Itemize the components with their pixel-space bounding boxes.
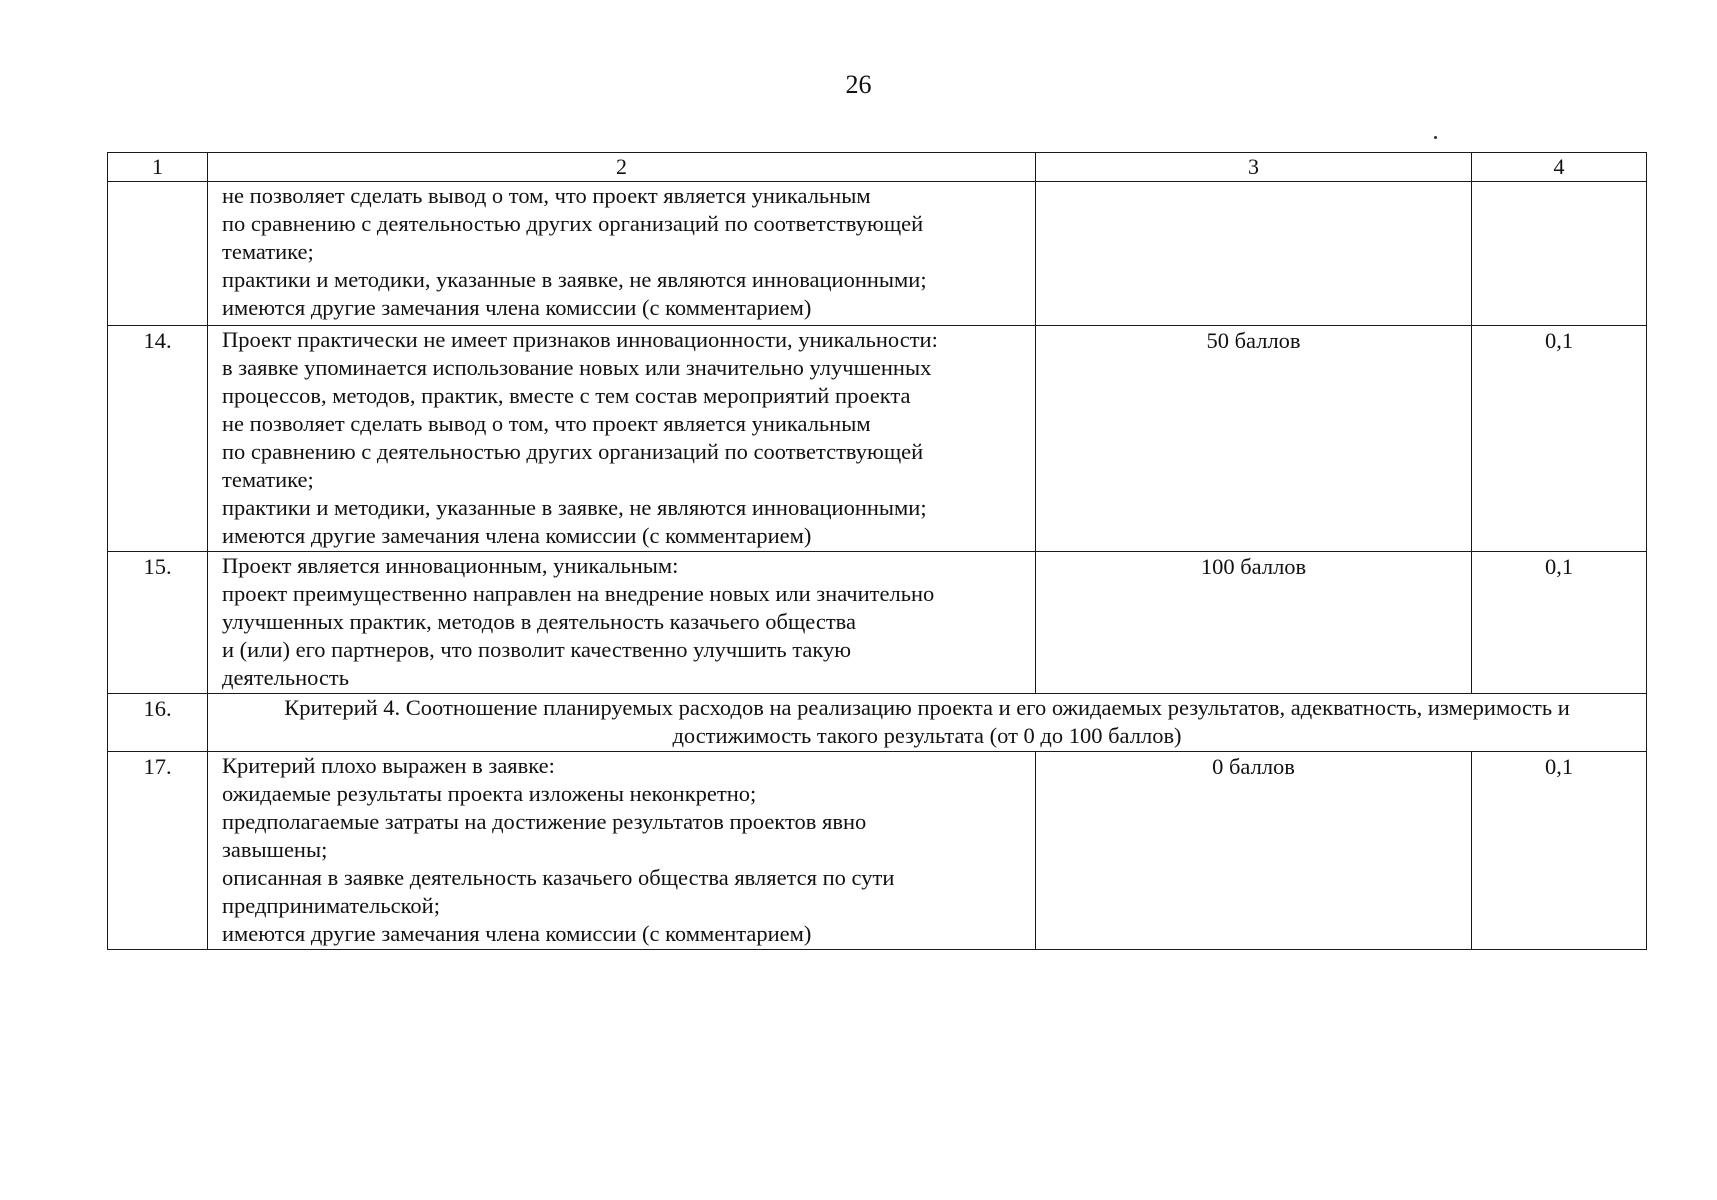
row-weight: 0,1: [1472, 552, 1647, 694]
table-row-continuation: [108, 182, 1647, 326]
row-number: [108, 182, 208, 326]
page-number: 26: [845, 70, 872, 99]
description-line: имеются другие замечания члена комиссии (с комментарием): [222, 921, 812, 946]
description-line: тематике;: [222, 239, 314, 264]
table-row-15: [108, 552, 1647, 694]
description-line: проект преимущественно направлен на внедрение новых или значительно: [222, 581, 935, 606]
description-line: имеются другие замечания члена комиссии (с комментарием): [222, 295, 812, 320]
table-row-17: [108, 752, 1647, 950]
description-line: ожидаемые результаты проекта изложены неконкретно;: [222, 781, 757, 806]
description-line: предпринимательской;: [222, 893, 440, 918]
column-number-4: 4: [1472, 153, 1647, 182]
column-number-1: 1: [108, 153, 208, 182]
description-line: и (или) его партнеров, что позволит качественно улучшить такую: [222, 637, 852, 662]
row-score: [1036, 182, 1472, 326]
row-description: [208, 552, 1036, 694]
description-line: практики и методики, указанные в заявке, не являются инновационными;: [222, 267, 927, 292]
row-weight: 0,1: [1472, 752, 1647, 950]
description-line: предполагаемые затраты на достижение результатов проектов явно: [222, 809, 867, 834]
description-line: по сравнению с деятельностью других организаций по соответствующей: [222, 439, 924, 464]
description-line: тематике;: [222, 467, 314, 492]
description-line: не позволяет сделать вывод о том, что проект является уникальным: [222, 411, 871, 436]
row-number: 14.: [108, 326, 208, 552]
row-number: 16.: [108, 694, 208, 752]
description-line: завышены;: [222, 837, 328, 862]
scan-speck: [1434, 136, 1437, 139]
column-number-2: 2: [208, 153, 1036, 182]
criterion-heading-line: Критерий 4. Соотношение планируемых расходов на реализацию проекта и его ожидаемых результатов, адекватность, измеримость: [284, 695, 1553, 720]
description-line: по сравнению с деятельностью других организаций по соответствующей: [222, 211, 924, 236]
description-line: Проект практически не имеет признаков инновационности, уникальности:: [222, 327, 938, 352]
column-number-3: 3: [1036, 153, 1472, 182]
row-description: [208, 752, 1036, 950]
description-line: имеются другие замечания члена комиссии (с комментарием): [222, 523, 812, 548]
description-line: практики и методики, указанные в заявке, не являются инновационными;: [222, 495, 927, 520]
row-description: [208, 326, 1036, 552]
row-description: [208, 182, 1036, 326]
description-line: в заявке упоминается использование новых или значительно улучшенных: [222, 355, 932, 380]
description-line: Проект является инновационным, уникальным:: [222, 553, 679, 578]
description-line: Критерий плохо выражен в заявке:: [222, 753, 555, 778]
row-weight: 0,1: [1472, 326, 1647, 552]
table-row-16: [108, 694, 1647, 752]
description-line: процессов, методов, практик, вместе с тем состав мероприятий проекта: [222, 383, 911, 408]
row-score: 50 баллов: [1036, 326, 1472, 552]
row-number: 17.: [108, 752, 208, 950]
row-weight: [1472, 182, 1647, 326]
criteria-table: [107, 152, 1647, 950]
description-line: деятельность: [222, 665, 350, 690]
description-line: улучшенных практик, методов в деятельность казачьего общества: [222, 609, 856, 634]
description-line: не позволяет сделать вывод о том, что проект является уникальным: [222, 183, 871, 208]
row-score: 0 баллов: [1036, 752, 1472, 950]
column-number-row: [108, 153, 1647, 182]
row-number: 15.: [108, 552, 208, 694]
table-row-14: [108, 326, 1647, 552]
description-line: описанная в заявке деятельность казачьего общества является по сути: [222, 865, 895, 890]
criterion-heading: [208, 694, 1647, 752]
criterion-heading-line: и достижимость такого результата (от 0 до 100 баллов): [672, 695, 1570, 748]
row-score: 100 баллов: [1036, 552, 1472, 694]
